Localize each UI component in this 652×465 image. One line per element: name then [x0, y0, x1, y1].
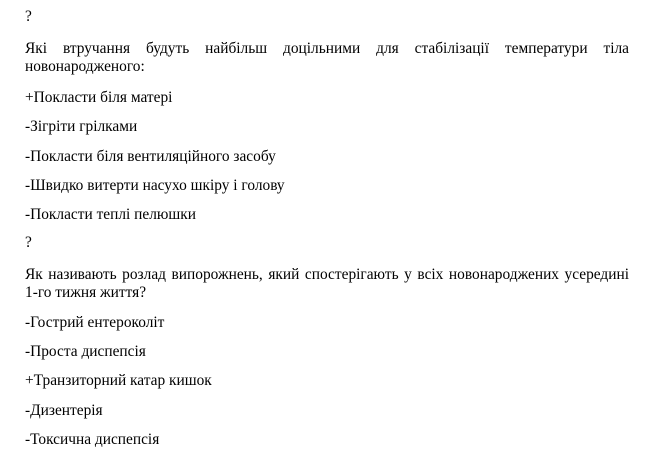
answer-option: +Покласти біля матері [25, 89, 173, 106]
question-marker: ? [25, 234, 32, 251]
answer-option: -Проста диспепсія [25, 343, 146, 360]
answer-option: -Зігріти грілками [25, 118, 138, 135]
question-text: Які втручання будуть найбільш доцільними для стабілізації температури тіла новонародженого: [25, 40, 629, 75]
answer-option: -Дизентерія [25, 402, 103, 419]
document-page [25, 0, 629, 465]
answer-option: -Токсична диспепсія [25, 431, 160, 448]
answer-option: -Покласти теплі пелюшки [25, 206, 196, 223]
answer-option: -Гострий ентероколіт [25, 314, 165, 331]
answer-option: -Покласти біля вентиляційного засобу [25, 148, 276, 165]
answer-option: -Швидко витерти насухо шкіру і голову [25, 177, 285, 194]
question-marker: ? [25, 8, 32, 25]
answer-option: +Транзиторний катар кишок [25, 372, 212, 389]
question-text: Як називають розлад випорожнень, який спостерігають у всіх новонароджених усередині 1-го тижня життя? [25, 266, 629, 301]
